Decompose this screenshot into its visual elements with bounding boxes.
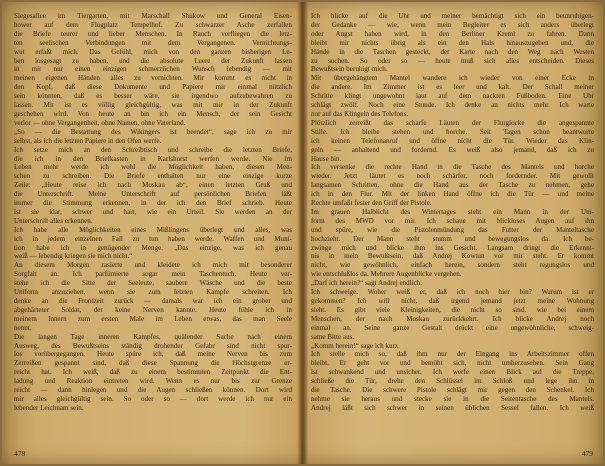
text-line: form des MWD vor mir. Ich schaue mit blickloses Augen auf ihn — [311, 216, 594, 225]
left-page-text — [14, 12, 292, 413]
text-line: ist schwankend und unsicher. Ich werfe einen Blick auf die Treppe, — [311, 368, 594, 377]
text-line: zwinge mich und blicke ihm ins Gesicht. Langsam dringt die Erkennt- — [311, 243, 594, 252]
text-line: langsamen Schritten, ohne die Hand aus der Tasche zu nehmen, gehe — [311, 181, 594, 190]
text-line: reicht — dann hinlegen und die Augen schließen können. Dort wird — [14, 386, 292, 395]
right-page-number: 479 — [581, 449, 593, 458]
text-line: lebender Leichnam sein. — [14, 403, 84, 412]
text-line: schen zu schreiben. Die Briefe enthalten nur eine einzige kurze — [14, 172, 292, 181]
text-line: die Briefe teurer und lieber Menschen. In Rauch verfliegen die letz- — [14, 29, 292, 38]
text-line: wie entschlußlos da. Mehrere Augenblicke vergehen. — [311, 270, 462, 279]
right-page-text — [311, 12, 594, 413]
text-line: ich keinen Telefonanruf und öffne nicht die Tür. Wieder das Klin- — [311, 136, 594, 145]
text-line: abgehärteter Soldat, der keine Nerven kannte. Heute fühle ich in — [14, 305, 292, 314]
text-line: Zerreißen gespannt sind, daß diese Spannung die Höchstgrenze er- — [14, 359, 292, 368]
text-line: Ich setze mich an den Schreibtisch und schreibe die letzten Briefe, — [14, 145, 292, 154]
text-line: gekommen? Ich will nicht, daß irgend jemand jetzt meine Wohnung — [311, 297, 594, 305]
text-line: den Kopf, daß diese Dokumente und Papiere mir einmal nützlich — [14, 83, 292, 92]
text-line: Bewußtsein beruhigt mich. — [311, 65, 388, 74]
text-line: Leben mehr werde ich wohl die Möglichkeit haben, diesen Men- — [14, 163, 292, 172]
text-line: selbst, als ich die letzten Papiere in den Ofen werfe. — [14, 136, 162, 145]
text-line: immer die Stimmung erkennen, in der ich den Brief schrieb. Heute — [14, 199, 292, 208]
text-line: zu suchen. So oder so — heute muß sich alles entscheiden. Dieses — [311, 56, 594, 65]
text-line: Uniform anzuziehen, wenn sie zum letzten Kampfe schreiten. Ich — [14, 288, 292, 297]
text-line: Schritte klingt ungewohnt laut auf dem nackten Fußboden. Eine Uhr — [311, 92, 594, 101]
text-line: nur auf das Klingeln des Telefons. — [311, 109, 409, 118]
text-line: meinen eigenen Händen alles zu vernichten. Mir kommt es nicht in — [14, 74, 292, 83]
text-line: Ich versenke die rechte Hand in die Tasche des Mantels und horche — [311, 163, 594, 172]
text-line: Die langen Tage inneren Kampfes, quälender Suche nach einem — [14, 332, 292, 341]
text-line: nis in mein Bewußtsein, daß Andrej Kowtun vor mir steht. Er kommt — [311, 252, 594, 261]
text-line: „Darf ich herein?“ sagt Andrej endlich. — [311, 279, 423, 288]
book-spread — [2, 2, 603, 464]
text-line: meinem Innern zum ersten Male im Leben etwas, das man Seele — [14, 314, 292, 323]
text-line: same Bitte aus. — [311, 332, 355, 341]
text-line: Stille. Ich bleibe stehen und horche. Seit Tagen schon beantworte — [311, 127, 594, 136]
text-line: wieder. Jetzt läutet es noch schärfer, noch fordernder. Mit gewollt — [311, 172, 594, 181]
text-line: einmal an. Seine ganze Gestalt drückt eine ungewöhnliche, schweig- — [311, 323, 594, 332]
text-line: Im grauen Halblicht des Wintertages steht ein Mann in der Uni- — [311, 207, 594, 216]
text-line: Hände in die Taschen gesteckt, der Karte nach den Weg nach Westen — [311, 47, 594, 56]
text-line: reicht hat. Ich weiß, daß zu einem bestimmten Zeitpunkt die Ent- — [14, 368, 292, 377]
text-line: Ich schweige. Woher weiß er, daß ich noch hier bin? Warum ist er — [311, 288, 594, 297]
text-line: Ich blicke auf die Uhr und meiner bemächtigt sich ein beunruhigen- — [311, 12, 594, 20]
text-line: Zeile: „Heute reise ich nach Moskau ab“, einen letzten Gruß und — [14, 181, 292, 190]
text-line: wut erfaßt mich. Das Gefühl, mich von den ganzen bisherigen Le- — [14, 47, 292, 56]
text-line: schließe die Tür, drehe den Schlüssel im Schloß und lege ihn in — [311, 377, 594, 386]
text-line: ich in den Flur. Mit der linken Hand öffne ich die Tür — und meine — [311, 190, 594, 199]
text-line: ich in jedem einzelnen Fall zu tun haben werde. Waffen und Muni- — [14, 234, 292, 243]
text-line: bleibt mir nichts übrig als ein den Hals hinauszugeben und, die — [311, 38, 594, 47]
text-line: „Komm herein!“ sage ich kurz. — [311, 341, 400, 350]
text-line: Andrej läßt sich schwer in seinen üblichen Sessel fallen. Ich weiß — [311, 403, 594, 412]
text-line: Ich stelle mich so, daß ihm nur der Eingang ins Arbeitszimmer offen — [311, 350, 594, 359]
text-line: weiß — lebendig kriegen sie mich nicht.“ — [14, 252, 133, 261]
text-line: nicht, wie gewöhnlich, einfach herein, sondern steht regungslos und — [311, 261, 594, 270]
text-line: Mit übergehängtem Mantel wandere ich wieder von einer Ecke in — [311, 74, 594, 83]
text-line: der Gedanke — wie, wenn mein Begleiter es sich anders überlegt — [311, 20, 594, 29]
text-line: die ich in den Briefkasten in Karlshorst werfen werde. Nie im — [14, 154, 292, 163]
text-line: mir alles gleichgültig sein. So oder so — dort werde ich nur ein — [14, 394, 292, 403]
text-line: geln — anhaltend und fordernd. Es weiß also jemand, daß ich zu — [311, 145, 594, 154]
text-line: bleibt. Er geht vor und bemüht sich, nicht umherzusehen. Sein Gang — [311, 359, 594, 368]
text-line: oder Angst haben wird, in den Berliner Kreml zu fahren. Dann — [311, 29, 594, 38]
text-line: Hause bin. — [311, 154, 342, 163]
text-line: stehe ich die Sitte der Seeleute, saubere Wäsche und die beste — [14, 279, 292, 288]
text-line: nennt. — [14, 323, 32, 332]
right-page — [303, 2, 603, 464]
left-page-number: 478 — [14, 449, 26, 458]
text-line: nehme sie heraus und stecke sie in die Seitentasche des Mantels. — [311, 394, 594, 403]
text-line: ladung und Reaktion eintreten wird. Wenn es nur bis zur Grenze — [14, 377, 292, 386]
text-line: hower auf dem Flugplatz Tempelhof. Zu schwarzer Asche zerfallen — [14, 20, 292, 29]
text-line: hochzieht. Der Mann steht stumm und bewegungslos da. Ich be- — [311, 234, 594, 243]
text-line: die Tasche. Die schwere Pistole schlägt mir gegen den Schenkel. Ich — [311, 386, 594, 395]
text-line: lassen. Mit ist es völlig gleichgültig, was mit mir in der Zukunft — [14, 101, 292, 110]
left-page — [2, 2, 302, 464]
text-line: ten seelischen Verbindungen mit dem Vergangenen. Vernichtungs- — [14, 38, 292, 47]
text-line: schlägt zwölf. Noch eine Stunde. Ich denke an nichts mehr. Ich warte — [311, 101, 594, 110]
text-line: Ich habe alle Möglichkeiten eines Mißlingens überlegt und alles, was — [14, 225, 292, 234]
text-line: Plötzlich zerreißt das scharfe Läuten der Flurglocke die angespannte — [311, 118, 594, 127]
text-line: Unterschrift alles erkennen. — [14, 216, 93, 225]
text-line: ist sie klar, schwer und hart, wie ein Urteil. Sie werden an der — [14, 207, 292, 216]
text-line: tion habe ich in genügender Menge. „Das einzige, was ich genau — [14, 243, 292, 252]
text-line: An diesem Morgen rasierte und kleidete ich mich mit besonderer — [14, 261, 292, 270]
text-line: Rechte umfaßt fester den Griff der Pistole. — [311, 199, 432, 208]
text-line: sieht. Es gibt viele Kleinigkeiten, die nicht so sind, wie bei einem — [311, 305, 594, 314]
text-line: Ausweg, des Bewußtseins ständig drohender Gefahr sind nicht spur- — [14, 341, 292, 350]
text-line: Menschen, der nach Moskau zurückkehrt. Ich blicke Andrej noch — [311, 314, 594, 323]
text-line: und spüre, wie die Pistolenmündung das Futter der Manteltasche — [311, 225, 594, 234]
text-line: ben losgesagt zu haben, und die absolute Leere der Zukunft lassen — [14, 56, 292, 65]
text-line: Siegesallee im Tiergarten, mit Marschall Shukow und General Eisen- — [14, 12, 292, 20]
text-line: die Unterschrift. Meine Unterschrift auf persönlichen Briefen läßt — [14, 190, 292, 199]
text-line: geschehen wird. Von heute an bin ich ein Mensch, der sein Gesicht — [14, 109, 292, 118]
text-line: sein könnten, daß es besser wäre, sie irgendwo aufzubewahren zu — [14, 92, 292, 101]
text-line: verlor — ohne Vergangenheit, ohne Namen, ohne Vaterland. — [14, 118, 186, 127]
text-line: „So — die Bestattung des Wikingers ist beendet“, sage ich zu mir — [14, 127, 292, 136]
text-line: in mir nur einen einzigen schmerzlichen Wunsch lebendig — mit — [14, 65, 292, 74]
text-line: los vorübergegangen. Heute spüre ich, daß meine Nerven bis zum — [14, 350, 292, 359]
text-line: die andere. Im Zimmer ist es leer und kalt. Der Schall meiner — [311, 83, 594, 92]
text-line: Sorgfalt an. Ich parfümierte sogar mein Taschentuch. Heute ver- — [14, 270, 292, 279]
text-line: denke an die Frontzeit zurück — damals war ich ein grober und — [14, 297, 292, 305]
